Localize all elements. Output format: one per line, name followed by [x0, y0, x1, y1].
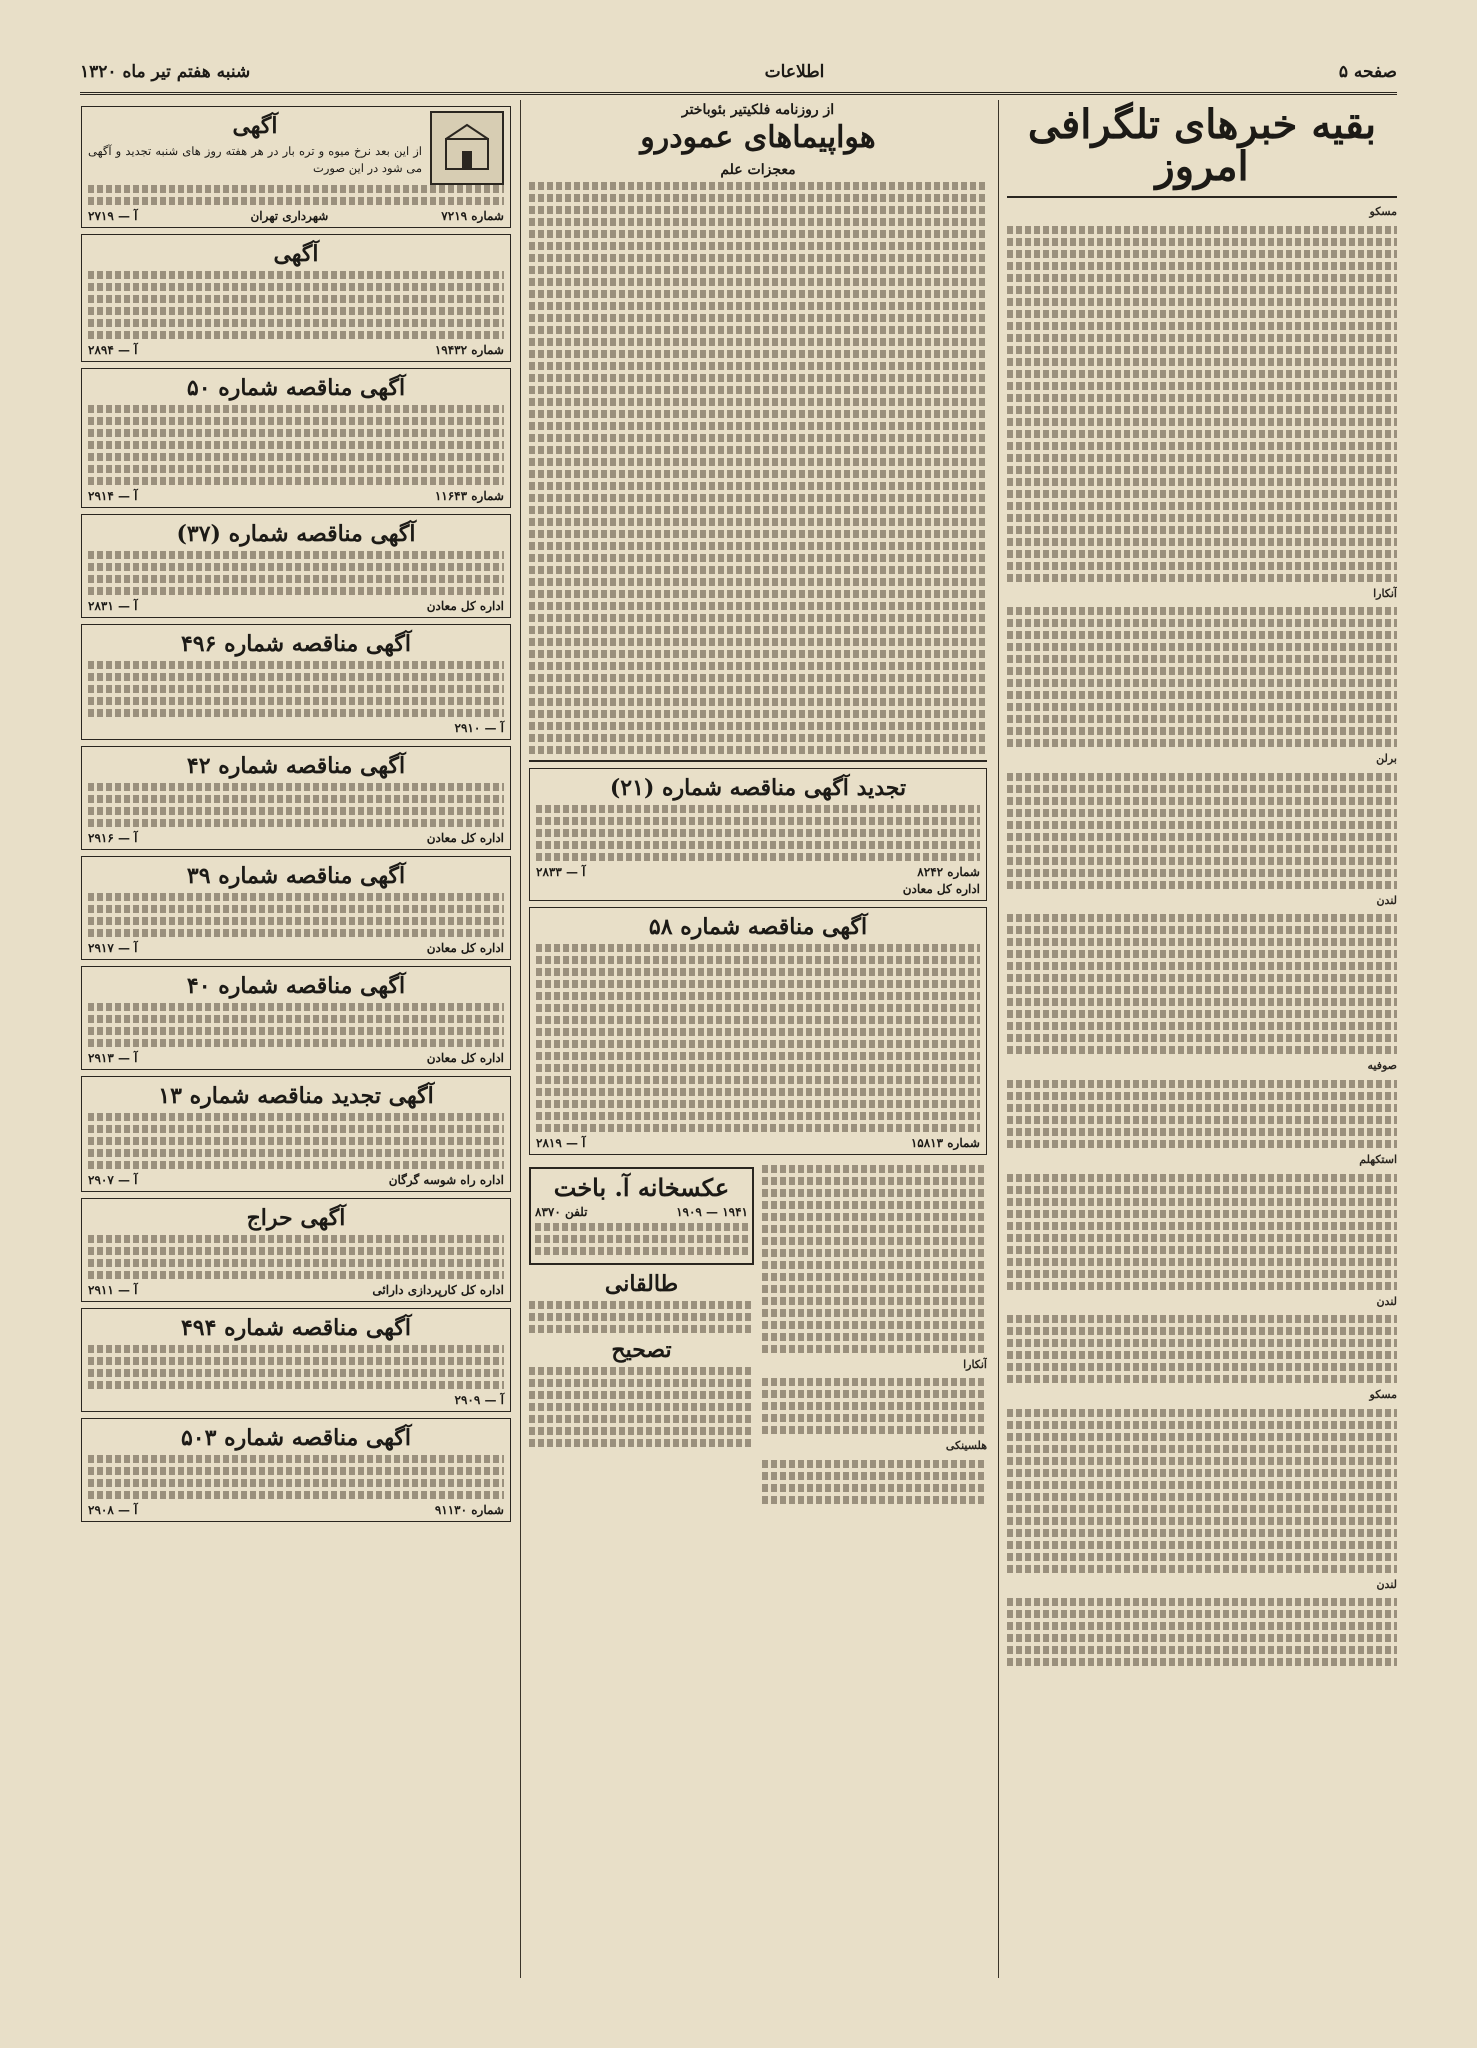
- auction-code: آ — ۲۹۱۱: [88, 1283, 138, 1297]
- taleghani-ad-title: طالقانی: [604, 1270, 679, 1297]
- tender-notice: [81, 368, 511, 508]
- tender-org: اداره کل معادن: [426, 831, 504, 845]
- tender-notice: [81, 1308, 511, 1412]
- tender-title: تجدید آگهی مناقصه شماره (۲۱): [609, 774, 907, 801]
- tender-org: اداره کل معادن: [902, 881, 980, 896]
- municipality-notice: [81, 106, 511, 228]
- tender-title: آگهی مناقصه شماره ۴۹۴: [180, 1315, 411, 1341]
- tender-code: آ — ۲۹۰۷: [88, 1173, 138, 1187]
- tax-notice: [81, 234, 511, 362]
- page-label: صفحه ۵: [1338, 62, 1397, 82]
- tender-code: آ — ۲۹۱۷: [88, 941, 138, 955]
- tender-code: آ — ۲۹۱۶: [88, 831, 138, 845]
- dispatch-city: لندن: [1376, 1294, 1397, 1308]
- tender-org: اداره کل معادن: [426, 599, 504, 613]
- tender-notice: [529, 768, 987, 901]
- article-text-block: [1007, 226, 1397, 582]
- article-text-block: [1007, 1409, 1397, 1573]
- article-text-block: [1007, 1315, 1397, 1383]
- tender-code: آ — ۲۹۱۰: [454, 721, 504, 735]
- article-text-block: [529, 182, 987, 754]
- masthead: [80, 52, 1397, 95]
- notice-code: آ — ۲۷۱۹: [88, 209, 138, 223]
- feature-headline: هواپیماهای عمودرو: [640, 120, 876, 155]
- tender-notice: [81, 1076, 511, 1192]
- tender-title: آگهی مناقصه شماره ۴۰: [186, 973, 406, 999]
- feature-subhead: معجزات علم: [720, 161, 796, 178]
- feature-column: [520, 100, 987, 1978]
- dispatch-city: مسکو: [1369, 205, 1397, 218]
- dispatch-city: برلن: [1376, 752, 1397, 766]
- article-text-block: [1007, 607, 1397, 747]
- tender-code: آ — ۲۹۱۴: [88, 489, 138, 503]
- tender-title: آگهی مناقصه شماره ۴۹۶: [180, 631, 411, 657]
- notice-number: شماره ۱۹۴۳۲: [434, 343, 504, 357]
- tender-title: آگهی مناقصه شماره ۵۸: [648, 913, 868, 940]
- telegraph-news-column: [998, 100, 1397, 1978]
- tender-number: شماره ۹۱۱۳۰: [434, 1503, 504, 1517]
- article-kicker: از روزنامه فلکیتیر بئوباختر: [681, 102, 835, 118]
- tender-notice: [529, 907, 987, 1155]
- dispatch-city: لندن: [1376, 1577, 1397, 1591]
- tender-org: اداره کل معادن: [426, 941, 504, 955]
- tender-title: آگهی مناقصه شماره ۵۰۳: [180, 1425, 411, 1451]
- auction-org: اداره کل کارپردازی دارائی: [372, 1283, 504, 1297]
- municipality-emblem-icon: [430, 111, 504, 185]
- paper-name: اطلاعات: [764, 62, 825, 82]
- dispatch-city: هلسینکی: [945, 1439, 987, 1453]
- dispatch-city: مسکو: [1369, 1388, 1397, 1402]
- telegraph-headline: بقیه خبرهای تلگرافی امروز: [1027, 101, 1377, 190]
- article-text-block: [1007, 1598, 1397, 1666]
- tender-number: شماره ۱۵۸۱۳: [910, 1135, 980, 1150]
- notice-code: آ — ۲۸۹۴: [88, 343, 138, 357]
- photo-studio-phone: تلفن ۸۳۷۰: [535, 1204, 588, 1219]
- dispatch-city: لندن: [1376, 893, 1397, 907]
- article-text-block: [1007, 1080, 1397, 1148]
- dispatch-city: استکهلم: [1359, 1153, 1397, 1167]
- tender-title: آگهی مناقصه شماره (۳۷): [176, 521, 416, 547]
- tender-code: آ — ۲۹۱۳: [88, 1051, 138, 1065]
- tender-code: آ — ۲۹۰۹: [454, 1393, 504, 1407]
- dispatch-city: آنکارا: [1373, 586, 1397, 600]
- photo-studio-title: عکسخانه آ. باخت: [553, 1172, 730, 1202]
- tender-notice: [81, 856, 511, 960]
- tender-notice: [81, 514, 511, 618]
- notice-title: آگهی: [273, 241, 319, 267]
- tender-number: شماره ۸۲۴۲: [917, 864, 980, 879]
- tender-title: آگهی مناقصه شماره ۵۰: [186, 375, 406, 401]
- tender-code: آ — ۲۹۰۸: [88, 1503, 138, 1517]
- dispatch-city: آنکارا: [963, 1357, 987, 1371]
- article-text-block: [762, 1165, 987, 1353]
- notice-number: شماره ۷۲۱۹: [441, 209, 504, 223]
- tender-notice: [81, 1418, 511, 1522]
- tender-number: شماره ۱۱۶۴۳: [434, 489, 504, 503]
- tender-title: آگهی تجدید مناقصه شماره ۱۳: [158, 1083, 434, 1109]
- issue-date: شنبه هفتم تیر ماه ۱۳۲۰: [80, 62, 251, 82]
- photo-studio-ad: [529, 1167, 754, 1265]
- article-text-block: [1007, 1174, 1397, 1290]
- tender-notice: [81, 966, 511, 1070]
- article-text-block: [1007, 773, 1397, 889]
- dispatch-city: صوفیه: [1367, 1059, 1397, 1073]
- tender-notice: [81, 624, 511, 740]
- correction-title: تصحیح: [611, 1336, 672, 1363]
- tender-org: اداره راه شوسه گرگان: [388, 1173, 504, 1187]
- tender-notice: [81, 746, 511, 850]
- tender-code: آ — ۲۸۳۱: [88, 599, 138, 613]
- auction-title: آگهی حراج: [246, 1205, 346, 1231]
- tender-code: آ — ۲۸۳۳: [536, 864, 586, 879]
- notices-column: [81, 100, 511, 1978]
- tender-code: آ — ۲۸۱۹: [536, 1135, 586, 1150]
- notice-text: از این بعد نرخ میوه و تره بار در هر هفته روز های شنبه تجدید و آگهی می شود در این صورت: [88, 144, 422, 175]
- tender-title: آگهی مناقصه شماره ۴۲: [186, 753, 406, 779]
- notice-org: شهرداری تهران: [250, 209, 329, 223]
- photo-studio-years: ۱۹۴۱ — ۱۹۰۹: [676, 1204, 748, 1219]
- tender-title: آگهی مناقصه شماره ۳۹: [186, 863, 406, 889]
- tender-org: اداره کل معادن: [426, 1051, 504, 1065]
- notice-title: آگهی: [232, 113, 278, 139]
- auction-notice: [81, 1198, 511, 1302]
- article-text-block: [1007, 914, 1397, 1054]
